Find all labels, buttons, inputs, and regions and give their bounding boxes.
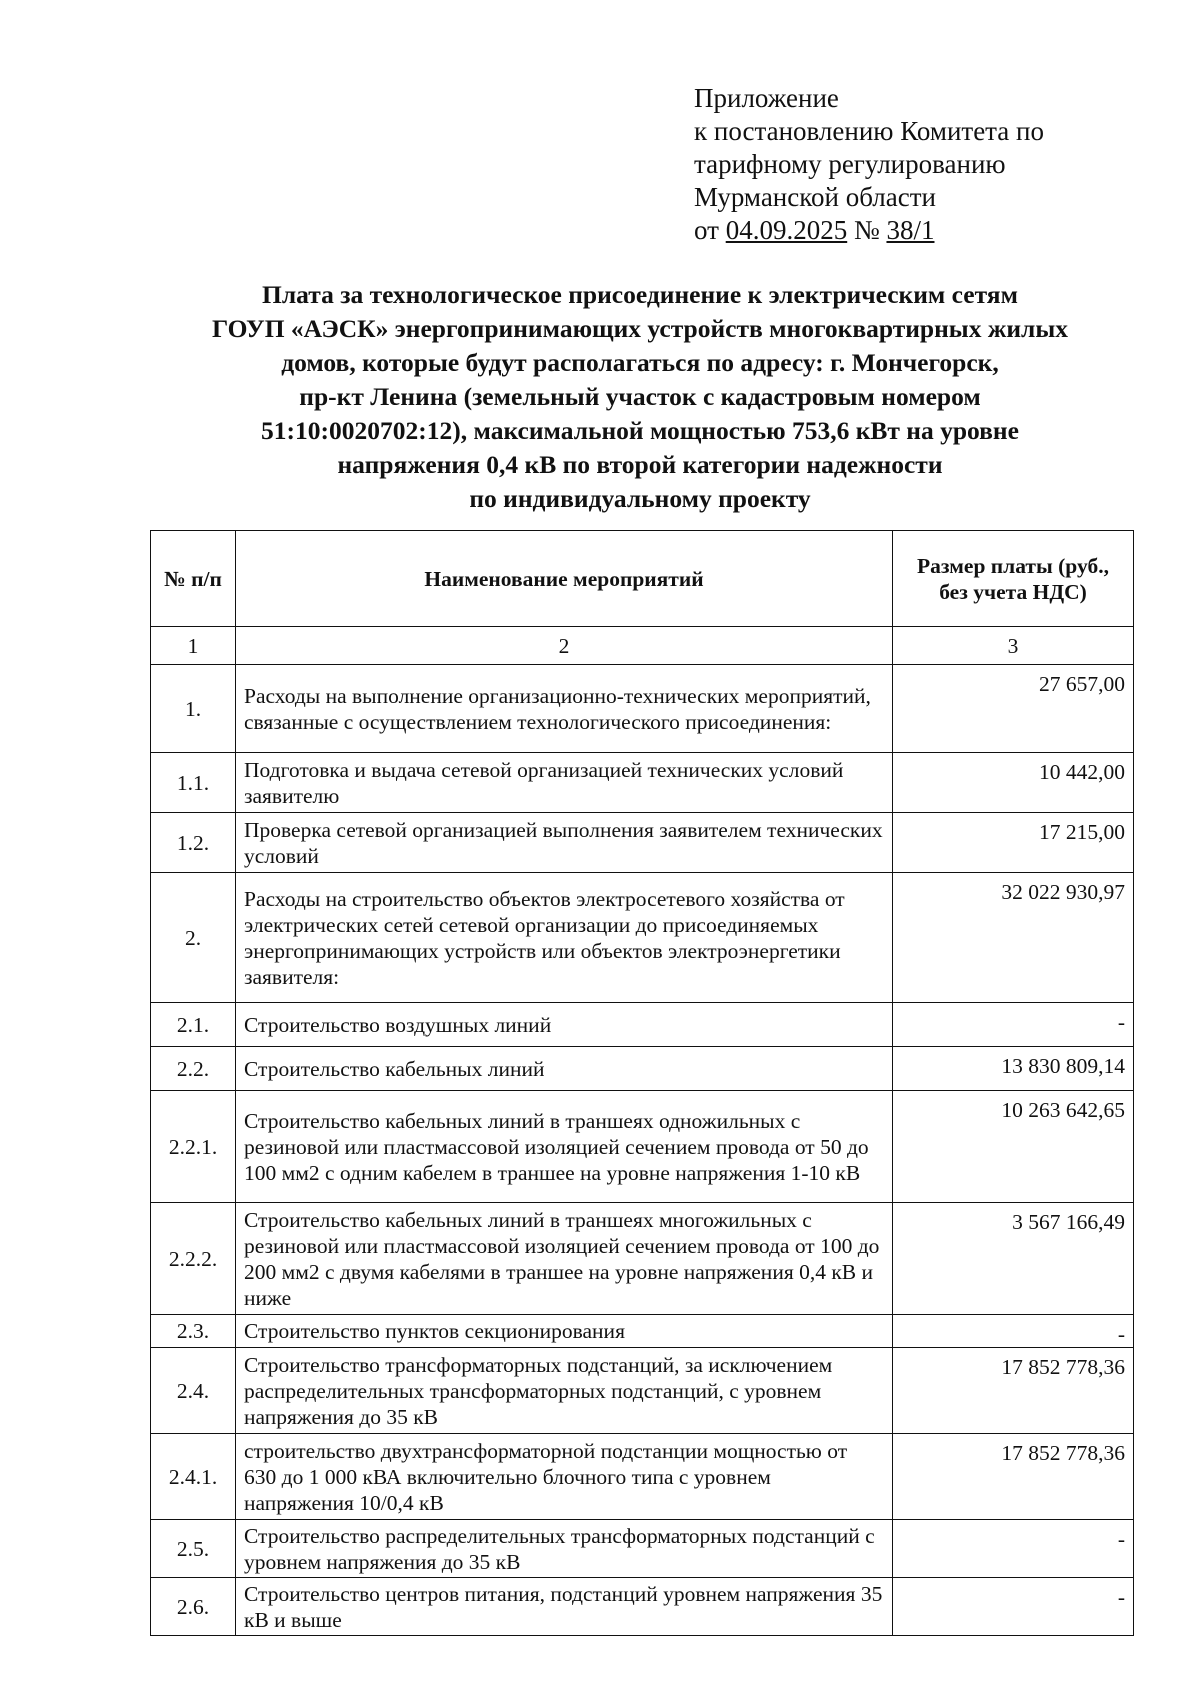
row-name: Строительство распределительных трансформаторных подстанций с уровнем напряжения до 35 кВ	[236, 1520, 893, 1578]
row-name: Строительство воздушных линий	[236, 1003, 893, 1047]
appendix-line: к постановлению Комитета по	[694, 116, 1044, 146]
row-name: Строительство трансформаторных подстанций, за исключением распределительных трансформаторных подстанций, с уровнем напряжения до 35 кВ	[236, 1348, 893, 1434]
row-num: 2.2.1.	[151, 1091, 236, 1203]
row-num: 1.	[151, 665, 236, 753]
table-row	[151, 1091, 1134, 1203]
row-num: 1.1.	[151, 753, 236, 813]
row-name: Расходы на выполнение организационно-технических мероприятий, связанные с осуществлением технологического присоединения:	[236, 665, 893, 753]
title-line: ГОУП «АЭСК» энергопринимающих устройств многоквартирных жилых	[212, 314, 1068, 343]
column-number: 3	[893, 627, 1134, 665]
row-num: 2.1.	[151, 1003, 236, 1047]
row-name: Строительство кабельных линий	[236, 1047, 893, 1091]
title-line: по индивидуальному проекту	[469, 484, 811, 513]
row-num: 2.	[151, 873, 236, 1003]
table-row	[151, 1047, 1134, 1091]
row-value: -	[893, 1578, 1134, 1636]
row-num: 1.2.	[151, 813, 236, 873]
row-value: 27 657,00	[893, 665, 1134, 753]
row-name: Строительство кабельных линий в траншеях многожильных с резиновой или пластмассовой изоляцией сечением провода от 100 до 200 мм2 с двумя кабелями в траншее на уровне напряжения 0,4 кВ и ниже	[236, 1203, 893, 1315]
header-num: № п/п	[151, 531, 236, 627]
column-number: 1	[151, 627, 236, 665]
title-line: Плата за технологическое присоединение к электрическим сетям	[262, 280, 1018, 309]
row-value: 17 852 778,36	[893, 1348, 1134, 1434]
table-row	[151, 1315, 1134, 1348]
row-num: 2.4.	[151, 1348, 236, 1434]
row-value: -	[893, 1520, 1134, 1578]
row-value: 32 022 930,97	[893, 873, 1134, 1003]
table-row	[151, 1434, 1134, 1520]
row-value: 13 830 809,14	[893, 1047, 1134, 1091]
row-num: 2.2.2.	[151, 1203, 236, 1315]
column-number: 2	[236, 627, 893, 665]
document-title	[120, 278, 1160, 516]
appendix-line: Приложение	[694, 83, 839, 113]
row-name: Проверка сетевой организацией выполнения заявителем технических условий	[236, 813, 893, 873]
table-row	[151, 813, 1134, 873]
table-row	[151, 665, 1134, 753]
title-line: домов, которые будут располагаться по адресу: г. Мончегорск,	[281, 348, 999, 377]
title-line: пр-кт Ленина (земельный участок с кадастровым номером	[299, 382, 981, 411]
row-value: 17 852 778,36	[893, 1434, 1134, 1520]
header-value: Размер платы (руб., без учета НДС)	[893, 531, 1134, 627]
resolution-date: 04.09.2025	[725, 215, 848, 245]
table-row	[151, 1003, 1134, 1047]
row-value: -	[893, 1003, 1134, 1047]
row-num: 2.2.	[151, 1047, 236, 1091]
row-name: Строительство пунктов секционирования	[236, 1315, 893, 1348]
fees-table	[150, 530, 1134, 1636]
appendix-line: Мурманской области	[694, 182, 936, 212]
row-value: 10 442,00	[893, 753, 1134, 813]
row-value: 10 263 642,65	[893, 1091, 1134, 1203]
title-line: 51:10:0020702:12), максимальной мощностью 753,6 кВт на уровне	[261, 416, 1019, 445]
row-value: 3 567 166,49	[893, 1203, 1134, 1315]
table-row	[151, 1520, 1134, 1578]
table-row	[151, 753, 1134, 813]
row-name: Расходы на строительство объектов электросетевого хозяйства от электрических сетей сетевой организации до присоединяемых энергопринимающих устройств или объектов электроэнергетики заявителя:	[236, 873, 893, 1003]
appendix-line: тарифному регулированию	[694, 149, 1006, 179]
row-name: Строительство кабельных линий в траншеях одножильных с резиновой или пластмассовой изоляцией сечением провода от 50 до 100 мм2 с одним кабелем в траншее на уровне напряжения 1-10 кВ	[236, 1091, 893, 1203]
header-name: Наименование мероприятий	[236, 531, 893, 627]
row-value: -	[893, 1315, 1134, 1348]
title-line: напряжения 0,4 кВ по второй категории надежности	[337, 450, 943, 479]
table-row	[151, 1203, 1134, 1315]
row-num: 2.4.1.	[151, 1434, 236, 1520]
table-header-row	[151, 531, 1134, 627]
row-name: Подготовка и выдача сетевой организацией технических условий заявителю	[236, 753, 893, 813]
row-num: 2.5.	[151, 1520, 236, 1578]
row-num: 2.6.	[151, 1578, 236, 1636]
table-row	[151, 873, 1134, 1003]
row-name: Строительство центров питания, подстанций уровнем напряжения 35 кВ и выше	[236, 1578, 893, 1636]
row-num: 2.3.	[151, 1315, 236, 1348]
row-name: строительство двухтрансформаторной подстанции мощностью от 630 до 1 000 кВА включительно блочного типа с уровнем напряжения 10/0,4 кВ	[236, 1434, 893, 1520]
resolution-number: 38/1	[886, 215, 935, 245]
appendix-block	[694, 82, 1044, 247]
row-value: 17 215,00	[893, 813, 1134, 873]
table-row	[151, 1578, 1134, 1636]
table-row	[151, 1348, 1134, 1434]
column-numbers-row	[151, 627, 1134, 665]
appendix-date-line: от 04.09.2025 № 38/1	[694, 215, 935, 245]
